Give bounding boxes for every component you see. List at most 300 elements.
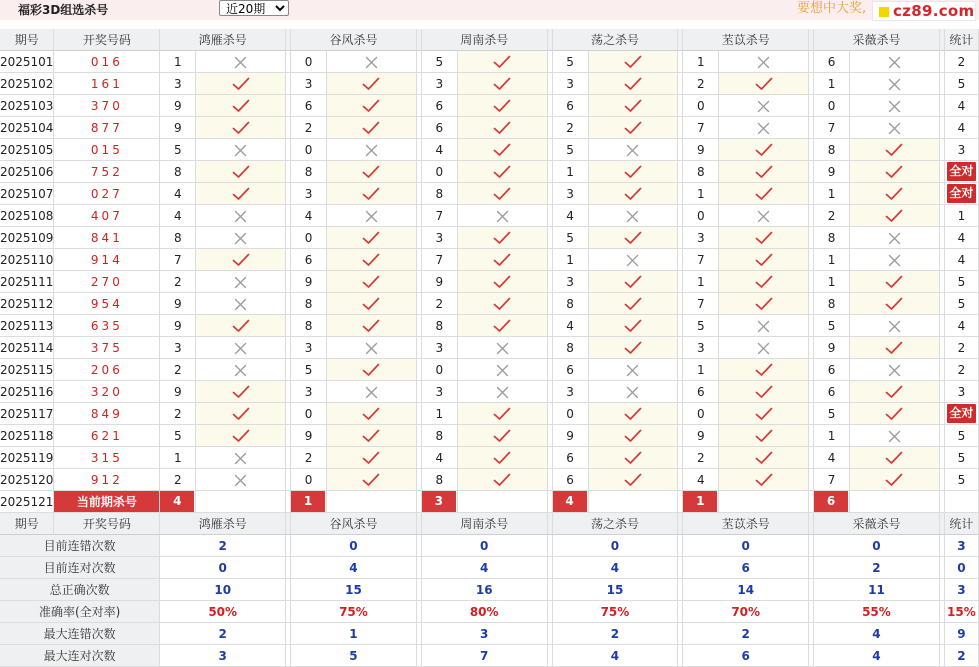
all-correct-badge: 全对 [947, 162, 976, 181]
draw-number-cell: 849 [54, 403, 160, 425]
current-kill-number: 3 [422, 491, 456, 512]
table-row [0, 73, 979, 95]
table-row [0, 359, 979, 381]
hit-mark-cell [196, 425, 286, 447]
stat-cell: 1 [945, 205, 979, 227]
hit-mark-cell [719, 293, 809, 315]
stats-value: 10 [160, 579, 286, 601]
check-icon [624, 473, 642, 487]
miss-mark-cell [196, 205, 286, 227]
hit-mark-cell [850, 271, 940, 293]
hit-mark-cell [850, 183, 940, 205]
table-footer-header-row [0, 513, 979, 535]
cross-icon [888, 122, 901, 135]
check-icon [885, 275, 903, 289]
kill-number-cell: 5 [291, 359, 327, 381]
cross-icon [234, 56, 247, 69]
table-row [0, 249, 979, 271]
kill-number-cell: 6 [291, 95, 327, 117]
kill-number-cell: 4 [422, 447, 458, 469]
hit-mark-cell [589, 469, 679, 491]
cross-icon [888, 254, 901, 267]
check-icon [232, 253, 250, 267]
miss-mark-cell [719, 205, 809, 227]
check-icon [755, 473, 773, 487]
kill-number-cell: 5 [683, 315, 719, 337]
col-draw-header: 开奖号码 [54, 513, 160, 535]
miss-mark-cell [719, 315, 809, 337]
kill-number-cell: 3 [422, 381, 458, 403]
check-icon [755, 429, 773, 443]
hit-mark-cell [850, 139, 940, 161]
miss-mark-cell [850, 249, 940, 271]
table-row [0, 51, 979, 73]
period-select[interactable] [219, 0, 289, 16]
hit-mark-cell [589, 315, 679, 337]
stats-total: 0 [945, 557, 979, 579]
current-kill-number: 1 [291, 491, 325, 512]
stats-value: 2 [160, 623, 286, 645]
check-icon [493, 451, 511, 465]
miss-mark-cell [850, 315, 940, 337]
kill-number-cell: 8 [422, 425, 458, 447]
kill-number-cell: 1 [683, 359, 719, 381]
stats-value: 75% [291, 601, 417, 623]
kill-number-cell: 4 [160, 205, 196, 227]
hit-mark-cell [719, 359, 809, 381]
stat-cell: 2 [945, 337, 979, 359]
stats-label: 总正确次数 [0, 579, 160, 601]
stats-label: 最大连错次数 [0, 623, 160, 645]
cross-icon [626, 144, 639, 157]
stats-value: 2 [160, 535, 286, 557]
kill-number-cell: 8 [814, 293, 850, 315]
period-cell: 2025112 [0, 293, 54, 315]
table-row [0, 205, 979, 227]
check-icon [885, 143, 903, 157]
draw-number-cell: 161 [54, 73, 160, 95]
kill-number-cell: 2 [160, 271, 196, 293]
check-icon [362, 187, 380, 201]
check-icon [755, 451, 773, 465]
miss-mark-cell [327, 381, 417, 403]
hit-mark-cell [719, 425, 809, 447]
kill-number-cell: 2 [683, 447, 719, 469]
check-icon [624, 341, 642, 355]
stats-value: 2 [683, 623, 809, 645]
stats-total: 3 [945, 535, 979, 557]
kill-number-cell: 5 [553, 51, 589, 73]
cross-icon [234, 232, 247, 245]
hit-mark-cell [589, 403, 679, 425]
hit-mark-cell [327, 271, 417, 293]
col-draw-header: 开奖号码 [54, 29, 160, 51]
period-cell: 2025104 [0, 117, 54, 139]
check-icon [362, 363, 380, 377]
miss-mark-cell [327, 139, 417, 161]
kill-number-cell: 0 [683, 205, 719, 227]
cross-icon [888, 320, 901, 333]
kill-number-cell: 9 [683, 425, 719, 447]
col-expert-header: 苤苡杀号 [683, 513, 809, 535]
hit-mark-cell [327, 315, 417, 337]
draw-number-cell: 016 [54, 51, 160, 73]
col-expert-header: 采薇杀号 [814, 513, 940, 535]
check-icon [362, 165, 380, 179]
hit-mark-cell [327, 447, 417, 469]
hit-mark-cell [458, 403, 548, 425]
check-icon [885, 473, 903, 487]
check-icon [493, 253, 511, 267]
check-icon [885, 385, 903, 399]
hit-mark-cell [196, 161, 286, 183]
miss-mark-cell [327, 337, 417, 359]
hit-mark-cell [327, 73, 417, 95]
kill-number-cell: 0 [291, 403, 327, 425]
kill-number-cell: 3 [553, 73, 589, 95]
col-expert-header: 周南杀号 [422, 513, 548, 535]
kill-number-cell: 6 [422, 117, 458, 139]
kill-number-cell: 3 [553, 183, 589, 205]
cross-icon [234, 364, 247, 377]
period-cell: 2025114 [0, 337, 54, 359]
cross-icon [496, 210, 509, 223]
stats-value: 0 [553, 535, 679, 557]
kill-number-cell: 2 [160, 403, 196, 425]
stat-cell: 3 [945, 139, 979, 161]
hit-mark-cell [458, 161, 548, 183]
period-cell: 2025103 [0, 95, 54, 117]
cross-icon [757, 342, 770, 355]
hit-mark-cell [458, 95, 548, 117]
kill-number-cell: 4 [553, 315, 589, 337]
kill-number-cell: 4 [683, 469, 719, 491]
all-correct-badge: 全对 [947, 184, 976, 203]
kill-number-cell: 7 [160, 249, 196, 271]
miss-mark-cell [850, 95, 940, 117]
hit-mark-cell [719, 447, 809, 469]
draw-number-cell: 015 [54, 139, 160, 161]
kill-number-cell: 8 [160, 227, 196, 249]
table-row [0, 381, 979, 403]
kill-number-cell: 0 [291, 469, 327, 491]
kill-number-cell: 3 [422, 227, 458, 249]
cross-icon [888, 364, 901, 377]
hit-mark-cell [196, 95, 286, 117]
kill-number-cell: 9 [160, 95, 196, 117]
kill-number-cell: 3 [291, 73, 327, 95]
stats-total: 2 [945, 645, 979, 667]
kill-number-cell: 8 [291, 161, 327, 183]
period-cell: 2025121 [0, 491, 54, 513]
stats-row [0, 601, 979, 623]
miss-mark-cell [196, 293, 286, 315]
hit-mark-cell [196, 381, 286, 403]
miss-mark-cell [589, 381, 679, 403]
check-icon [885, 451, 903, 465]
col-period-header: 期号 [0, 513, 54, 535]
stats-value: 80% [422, 601, 548, 623]
draw-number-cell: 635 [54, 315, 160, 337]
check-icon [232, 385, 250, 399]
hit-mark-cell [458, 271, 548, 293]
cross-icon [234, 210, 247, 223]
period-cell: 2025106 [0, 161, 54, 183]
draw-number-cell: 954 [54, 293, 160, 315]
period-cell: 2025108 [0, 205, 54, 227]
cross-icon [888, 100, 901, 113]
stat-cell: 5 [945, 425, 979, 447]
kill-number-cell: 3 [291, 183, 327, 205]
current-kill-label: 当前期杀号 [54, 491, 160, 513]
check-icon [362, 121, 380, 135]
check-icon [493, 407, 511, 421]
hit-mark-cell [327, 161, 417, 183]
miss-mark-cell [589, 205, 679, 227]
empty-cell [945, 491, 979, 513]
stats-row [0, 535, 979, 557]
kill-number-cell: 6 [553, 447, 589, 469]
miss-mark-cell [850, 117, 940, 139]
check-icon [232, 407, 250, 421]
table-row [0, 469, 979, 491]
stats-label: 目前连对次数 [0, 557, 160, 579]
table-row [0, 183, 979, 205]
stats-value: 15 [291, 579, 417, 601]
col-stat-header: 统计 [945, 29, 979, 51]
kill-number-cell: 2 [160, 469, 196, 491]
period-cell: 2025117 [0, 403, 54, 425]
cross-icon [757, 122, 770, 135]
period-cell: 2025116 [0, 381, 54, 403]
check-icon [362, 77, 380, 91]
stats-value: 6 [683, 645, 809, 667]
hit-mark-cell [850, 337, 940, 359]
check-icon [755, 275, 773, 289]
kill-number-cell: 7 [422, 249, 458, 271]
top-bar [0, 0, 979, 20]
check-icon [232, 77, 250, 91]
kill-number-cell: 3 [160, 337, 196, 359]
check-icon [624, 99, 642, 113]
current-kill-cell [160, 491, 196, 513]
draw-number-cell: 320 [54, 381, 160, 403]
miss-mark-cell [327, 205, 417, 227]
kill-number-cell: 9 [160, 381, 196, 403]
hit-mark-cell [327, 469, 417, 491]
kill-number-cell: 0 [683, 95, 719, 117]
kill-number-cell: 7 [814, 117, 850, 139]
stats-value: 15 [553, 579, 679, 601]
stats-value: 55% [814, 601, 940, 623]
hit-mark-cell [719, 271, 809, 293]
cross-icon [757, 56, 770, 69]
cross-icon [365, 342, 378, 355]
stats-value: 2 [814, 557, 940, 579]
check-icon [362, 407, 380, 421]
stats-total: 3 [945, 579, 979, 601]
empty-cell [850, 491, 940, 513]
stat-cell: 4 [945, 117, 979, 139]
stat-cell: 3 [945, 381, 979, 403]
table-row [0, 447, 979, 469]
hit-mark-cell [719, 161, 809, 183]
hit-mark-cell [458, 73, 548, 95]
check-icon [885, 187, 903, 201]
stats-value: 6 [683, 557, 809, 579]
cross-icon [888, 56, 901, 69]
col-expert-header: 荡之杀号 [553, 513, 679, 535]
hit-mark-cell [589, 271, 679, 293]
stats-value: 50% [160, 601, 286, 623]
kill-number-cell: 3 [553, 271, 589, 293]
kill-number-cell: 5 [422, 51, 458, 73]
kill-number-cell: 7 [683, 293, 719, 315]
kill-number-cell: 8 [422, 183, 458, 205]
kill-number-cell: 3 [553, 381, 589, 403]
kill-number-cell: 1 [683, 271, 719, 293]
stat-cell: 2 [945, 51, 979, 73]
hit-mark-cell [850, 381, 940, 403]
table-row [0, 117, 979, 139]
cross-icon [757, 100, 770, 113]
kill-number-cell: 2 [422, 293, 458, 315]
kill-number-cell: 5 [814, 315, 850, 337]
kill-number-cell: 2 [291, 447, 327, 469]
stats-value: 3 [422, 623, 548, 645]
hit-mark-cell [719, 249, 809, 271]
check-icon [493, 429, 511, 443]
draw-number-cell: 841 [54, 227, 160, 249]
stats-row [0, 623, 979, 645]
site-logo[interactable] [872, 1, 976, 21]
miss-mark-cell [196, 227, 286, 249]
kill-number-cell: 8 [422, 315, 458, 337]
kill-number-cell: 7 [683, 249, 719, 271]
check-icon [362, 319, 380, 333]
period-cell: 2025102 [0, 73, 54, 95]
kill-number-cell: 6 [422, 95, 458, 117]
miss-mark-cell [850, 73, 940, 95]
current-kill-cell [553, 491, 589, 513]
kill-number-cell: 1 [814, 183, 850, 205]
hit-mark-cell [589, 183, 679, 205]
check-icon [885, 297, 903, 311]
check-icon [493, 121, 511, 135]
period-cell: 2025115 [0, 359, 54, 381]
miss-mark-cell [458, 359, 548, 381]
stats-total: 9 [945, 623, 979, 645]
kill-number-cell: 9 [422, 271, 458, 293]
current-period-row [0, 491, 979, 513]
stats-value: 1 [291, 623, 417, 645]
table-row [0, 425, 979, 447]
stat-cell: 2 [945, 359, 979, 381]
check-icon [362, 99, 380, 113]
check-icon [232, 319, 250, 333]
table-row [0, 315, 979, 337]
check-icon [362, 297, 380, 311]
empty-cell [327, 491, 417, 513]
kill-number-cell: 1 [683, 51, 719, 73]
kill-number-cell: 3 [422, 73, 458, 95]
stats-value: 4 [814, 623, 940, 645]
hit-mark-cell [196, 73, 286, 95]
col-expert-header: 鸿雁杀号 [160, 513, 286, 535]
all-correct-badge: 全对 [947, 404, 976, 423]
miss-mark-cell [196, 139, 286, 161]
miss-mark-cell [196, 337, 286, 359]
kill-number-cell: 3 [291, 337, 327, 359]
cross-icon [888, 78, 901, 91]
hit-mark-cell [196, 117, 286, 139]
stats-value: 16 [422, 579, 548, 601]
miss-mark-cell [589, 359, 679, 381]
check-icon [885, 341, 903, 355]
draw-number-cell: 914 [54, 249, 160, 271]
table-row [0, 139, 979, 161]
stats-value: 75% [553, 601, 679, 623]
check-icon [232, 429, 250, 443]
kill-number-cell: 9 [160, 293, 196, 315]
stat-cell: 4 [945, 95, 979, 117]
hit-mark-cell [589, 117, 679, 139]
draw-number-cell: 407 [54, 205, 160, 227]
hit-mark-cell [719, 73, 809, 95]
cross-icon [365, 56, 378, 69]
kill-number-cell: 1 [160, 447, 196, 469]
hit-mark-cell [327, 183, 417, 205]
stats-value: 3 [160, 645, 286, 667]
kill-number-cell: 8 [814, 139, 850, 161]
stats-value: 0 [683, 535, 809, 557]
miss-mark-cell [719, 337, 809, 359]
draw-number-cell: 270 [54, 271, 160, 293]
check-icon [624, 77, 642, 91]
col-expert-header: 谷风杀号 [291, 29, 417, 51]
kill-number-cell: 1 [160, 51, 196, 73]
cross-icon [888, 430, 901, 443]
slogan-text: 要想中大奖, [797, 1, 867, 16]
kill-number-cell: 1 [814, 425, 850, 447]
stats-value: 4 [814, 645, 940, 667]
kill-number-cell: 5 [553, 139, 589, 161]
hit-mark-cell [327, 403, 417, 425]
check-icon [493, 77, 511, 91]
kill-number-cell: 6 [553, 359, 589, 381]
hit-mark-cell [327, 95, 417, 117]
check-icon [232, 99, 250, 113]
miss-mark-cell [850, 359, 940, 381]
kill-number-cell: 3 [422, 337, 458, 359]
table-row [0, 293, 979, 315]
stats-value: 14 [683, 579, 809, 601]
stats-value: 11 [814, 579, 940, 601]
hit-mark-cell [327, 117, 417, 139]
kill-number-cell: 0 [291, 139, 327, 161]
hit-mark-cell [719, 227, 809, 249]
check-icon [624, 319, 642, 333]
col-expert-header: 苤苡杀号 [683, 29, 809, 51]
current-kill-number: 4 [553, 491, 587, 512]
stats-row [0, 557, 979, 579]
hit-mark-cell [458, 447, 548, 469]
hit-mark-cell [327, 425, 417, 447]
kill-number-cell: 0 [422, 359, 458, 381]
hit-mark-cell [196, 249, 286, 271]
kill-number-cell: 3 [160, 73, 196, 95]
draw-number-cell: 877 [54, 117, 160, 139]
